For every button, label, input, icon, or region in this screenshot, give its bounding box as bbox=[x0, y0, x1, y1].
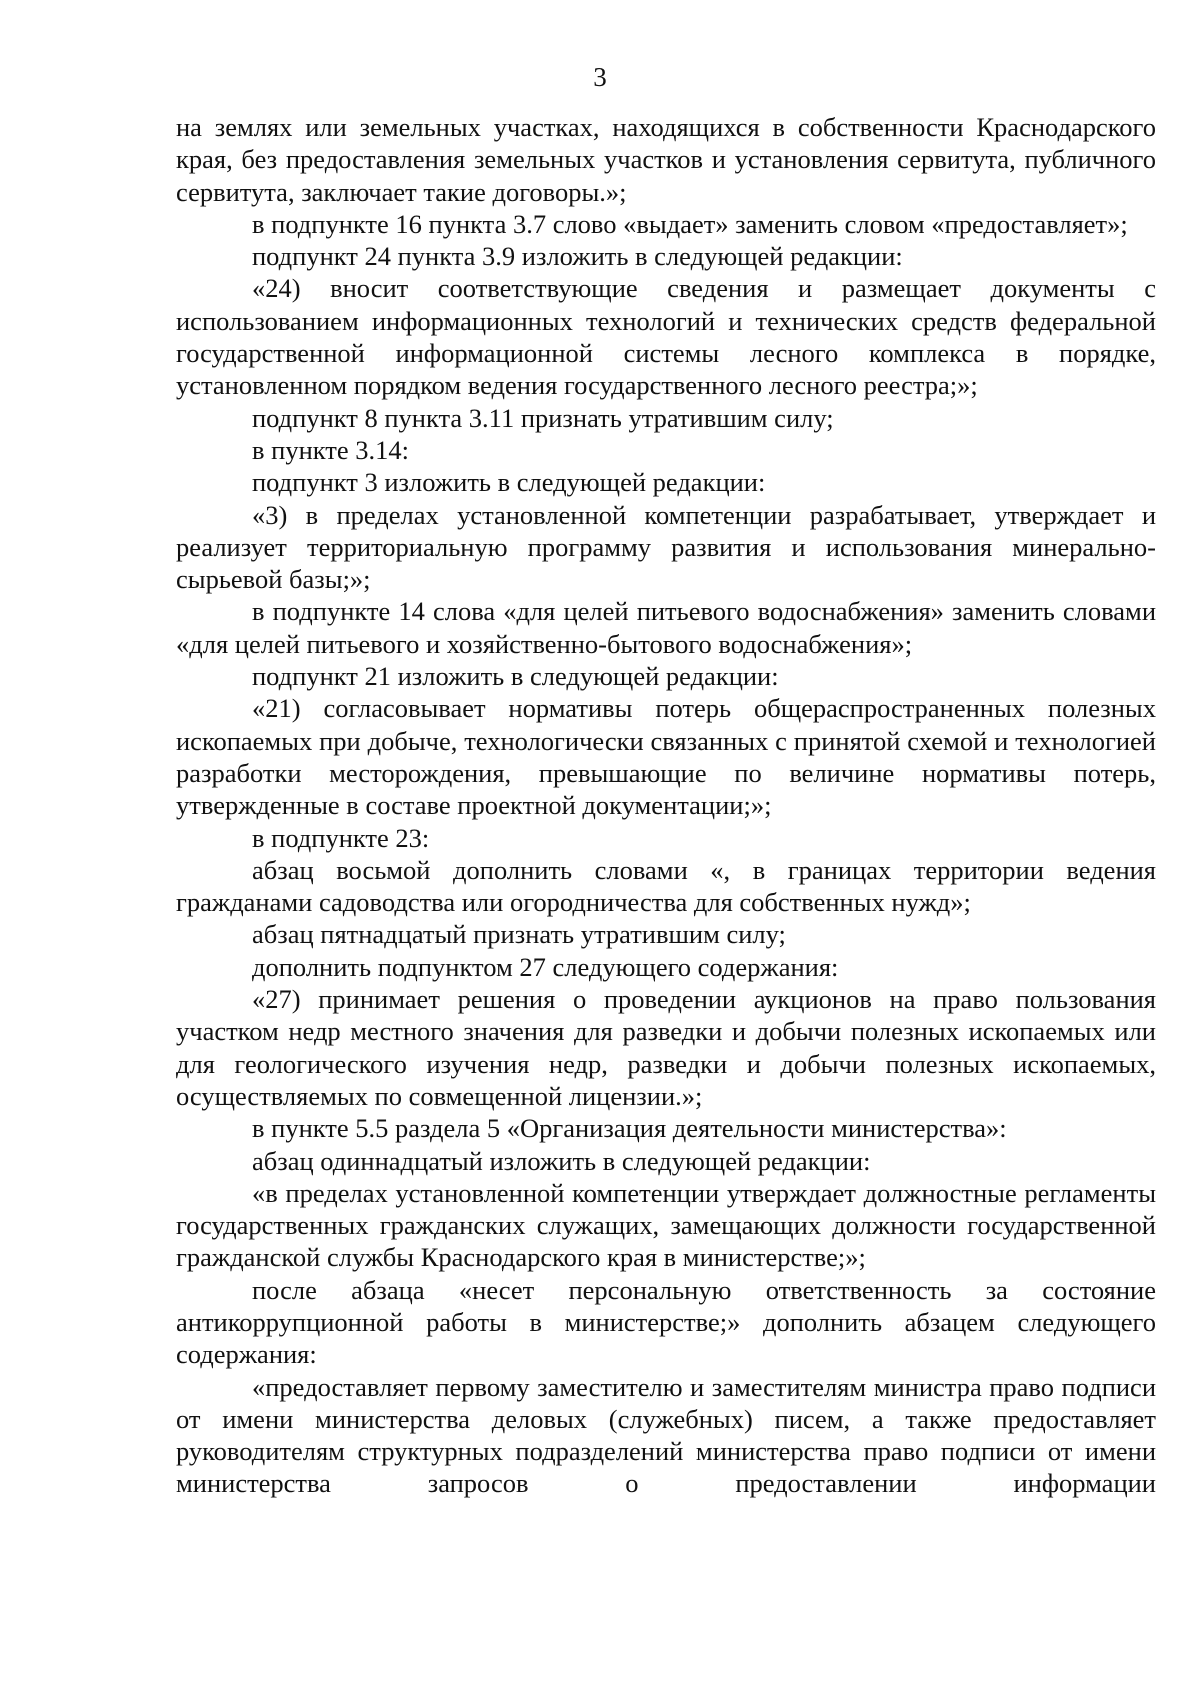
paragraph-18: абзац одиннадцатый изложить в следующей редакции: bbox=[252, 1145, 871, 1176]
paragraph-8: «3) в пределах установленной компетенции разрабатывает, утверждает и реализует территориальную программу развития и использования минерально-сырьевой базы;»; bbox=[176, 499, 1156, 595]
paragraph-20: после абзаца «несет персональную ответственность за состояние антикоррупционной работы в министерстве;» дополнить абзацем следующего содержания: bbox=[176, 1274, 1156, 1370]
page-number: 3 bbox=[593, 62, 607, 92]
document-body bbox=[176, 111, 1156, 1500]
paragraph-12: в подпункте 23: bbox=[252, 822, 430, 853]
paragraph-1: на землях или земельных участках, находящихся в собственности Краснодарского края, без предоставления земельных участков и установления сервитута, публичного сервитута, заключает такие договоры.»; bbox=[176, 112, 1156, 207]
paragraph-15: дополнить подпунктом 27 следующего содержания: bbox=[252, 951, 839, 982]
paragraph-11: «21) согласовывает нормативы потерь общераспространенных полезных ископаемых при добыче, технологически связанных с принятой схемой и технологией разработки месторождения, превышающие по величине нормативы потерь, утвержденные в составе проектной документации;»; bbox=[176, 693, 1156, 821]
paragraph-21: «предоставляет первому заместителю и заместителям министра право подписи от имени министерства деловых (служебных) писем, а также предоставляет руководителям структурных подразделений министерства право подписи от имени министерства запросов о предоставлении информации bbox=[176, 1371, 1156, 1499]
paragraph-7: подпункт 3 изложить в следующей редакции: bbox=[252, 467, 766, 498]
paragraph-19: «в пределах установленной компетенции утверждает должностные регламенты государственных гражданских служащих, замещающих должности государственной гражданской службы Краснодарского края в министерстве;»; bbox=[176, 1177, 1156, 1273]
paragraph-17: в пункте 5.5 раздела 5 «Организация деятельности министерства»: bbox=[252, 1113, 1007, 1144]
paragraph-3: подпункт 24 пункта 3.9 изложить в следующей редакции: bbox=[252, 241, 903, 272]
paragraph-5: подпункт 8 пункта 3.11 признать утратившим силу; bbox=[252, 402, 834, 433]
paragraph-10: подпункт 21 изложить в следующей редакции: bbox=[252, 661, 779, 692]
paragraph-9: в подпункте 14 слова «для целей питьевого водоснабжения» заменить словами «для целей питьевого и хозяйственно-бытового водоснабжения»; bbox=[176, 596, 1156, 659]
paragraph-6: в пункте 3.14: bbox=[252, 434, 409, 465]
paragraph-16: «27) принимает решения о проведении аукционов на право пользования участком недр местного значения для разведки и добычи полезных ископаемых или для геологического изучения недр, разведки и добычи полезных ископаемых, осуществляемых по совмещенной лицензии.»; bbox=[176, 984, 1156, 1111]
paragraph-4: «24) вносит соответствующие сведения и размещает документы с использованием информационных технологий и технических средств федеральной государственной информационной системы лесного комплекса в порядке, установленном порядком ведения государственного лесного реестра;»; bbox=[176, 273, 1156, 401]
paragraph-14: абзац пятнадцатый признать утратившим силу; bbox=[252, 919, 786, 950]
paragraph-2: в подпункте 16 пункта 3.7 слово «выдает» заменить словом «предоставляет»; bbox=[252, 208, 1128, 239]
paragraph-13: абзац восьмой дополнить словами «, в границах территории ведения гражданами садоводства или огородничества для собственных нужд»; bbox=[176, 854, 1156, 918]
